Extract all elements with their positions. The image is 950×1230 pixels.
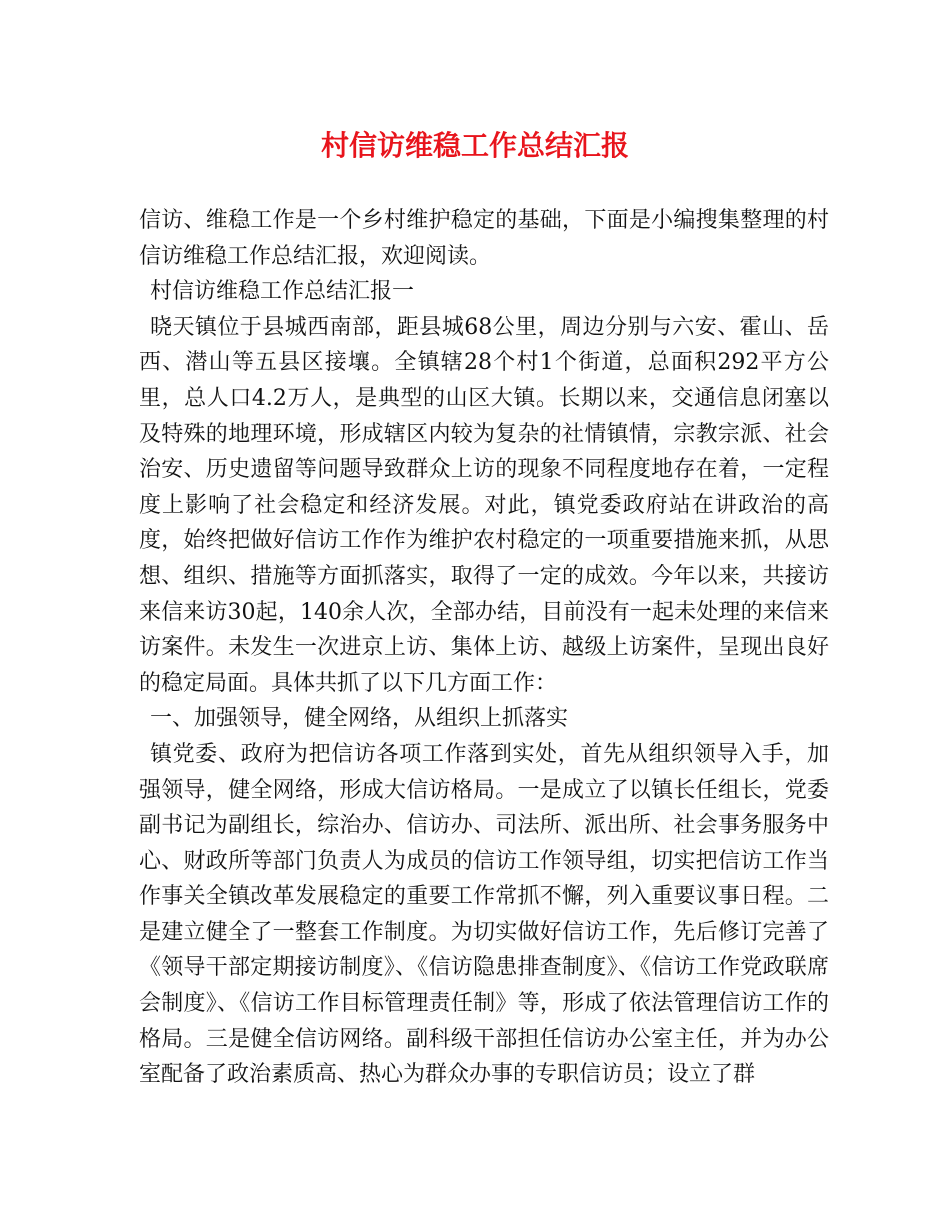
section-heading-report-one: 村信访维稳工作总结汇报一 <box>150 279 415 305</box>
intro-paragraph: 信访、维稳工作是一个乡村维护稳定的基础，下面是小编搜集整理的村信访维稳工作总结汇报，欢迎阅读。 <box>139 208 829 269</box>
document-title: 村信访维稳工作总结汇报 <box>320 129 629 162</box>
document-body <box>139 203 829 1093</box>
organization-paragraph: 镇党委、政府为把信访各项工作落到实处，首先从组织领导入手，加强领导，健全网络，形成大信访格局。一是成立了以镇长任组长，党委副书记为副组长，综治办、信访办、司法所、派出所、社会事务服务中心、财政所等部门负责人为成员的信访工作领导组，切实把信访工作当作事关全镇改革发展稳定的重要工作常抓不懈，列入重要议事日程。二是建立健全了一整套工作制度。为切实做好信访工作，先后修订完善了《领导干部定期接访制度》、《信访隐患排查制度》、《信访工作党政联席会制度》、《信访工作目标管理责任制》等，形成了依法管理信访工作的格局。三是健全信访网络。副科级干部担任信访办公室主任，并为办公室配备了政治素质高、热心为群众办事的专职信访员；设立了群 <box>139 741 829 1088</box>
section-heading-organization: 一、加强领导，健全网络，从组织上抓落实 <box>150 706 569 732</box>
overview-paragraph: 晓天镇位于县城西南部，距县城68公里，周边分别与六安、霍山、岳西、潜山等五县区接壤。全镇辖28个村1个街道，总面积292平方公里，总人口4.2万人，是典型的山区大镇。长期以来，交通信息闭塞以及特殊的地理环境，形成辖区内较为复杂的社情镇情，宗教宗派、社会治安、历史遗留等问题导致群众上访的现象不同程度地存在着，一定程度上影响了社会稳定和经济发展。对此，镇党委政府站在讲政治的高度，始终把做好信访工作作为维护农村稳定的一项重要措施来抓，从思想、组织、措施等方面抓落实，取得了一定的成效。今年以来，共接访来信来访30起，140余人次，全部办结，目前没有一起未处理的来信来访案件。未发生一次进京上访、集体上访、越级上访案件，呈现出良好的稳定局面。具体共抓了以下几方面工作： <box>139 314 829 696</box>
